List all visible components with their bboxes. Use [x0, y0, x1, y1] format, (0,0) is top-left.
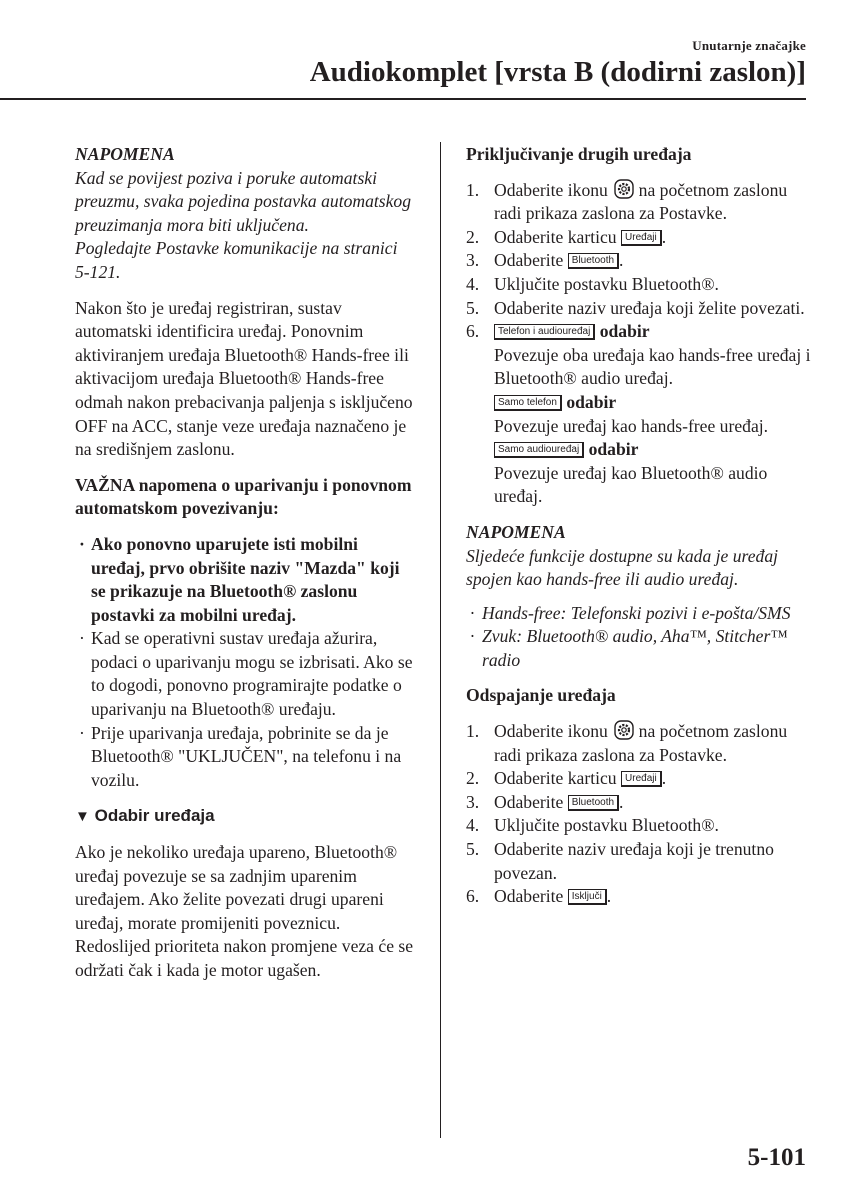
column-divider	[440, 142, 441, 1138]
list-item: 4. Uključite postavku Bluetooth®.	[466, 273, 719, 294]
list-item: 6. Telefon i audiouređaj odabir	[466, 321, 650, 342]
list-item: 5. Odaberite naziv uređaja koji je trenutno povezan.	[466, 839, 774, 883]
list-item: 2. Odaberite karticu Uređaji .	[466, 226, 667, 247]
option-description: Povezuje uređaj kao Bluetooth® audio uređaj.	[494, 462, 768, 507]
devices-tab-button: Uređaji	[621, 771, 662, 787]
list-item: 2. Odaberite karticu Uređaji .	[466, 768, 667, 789]
header-rule	[0, 98, 806, 100]
note-text: Kad se povijest poziva i poruke automatski preuzmu, svaka pojedina postavka automatskog preuzimanja mora biti uključena.	[75, 167, 412, 235]
list-item: 1. Odaberite ikonu na početnom zaslonu radi prikaza zaslona za Postavke.	[466, 179, 788, 224]
note-title: NAPOMENA	[75, 144, 175, 164]
paragraph-device-selection: Ako je nekoliko uređaja upareno, Bluetooth® uređaj povezuje se sa zadnjim uparenim uređajem. Ako želite povezati drugi upareni uređaj, morate promijeniti poveznicu. Redoslijed prioriteta nakon promjene veza će se održati čak i kada je motor ugašen.	[75, 842, 414, 980]
settings-gear-icon	[614, 720, 634, 740]
settings-gear-icon	[614, 179, 634, 199]
triangle-marker-icon: ▼	[75, 808, 90, 826]
list-item: · Ako ponovno uparujete isti mobilni uređaj, prvo obrišite naziv "Mazda" koji se prikazuje na Bluetooth® zaslonu postavki za mobilni uređaj.	[79, 533, 400, 625]
option-description: Povezuje uređaj kao hands-free uređaj.	[494, 415, 769, 436]
list-item: 3. Odaberite Bluetooth .	[466, 791, 624, 812]
note-text: Sljedeće funkcije dostupne su kada je uređaj spojen kao hands-free ili audio uređaj.	[466, 545, 779, 590]
page-number: 5-101	[747, 1144, 806, 1171]
list-item: · Hands-free: Telefonski pozivi i e-pošta/SMS	[470, 602, 791, 623]
section-label: Unutarnje značajke	[692, 38, 806, 53]
devices-tab-button: Uređaji	[621, 230, 662, 246]
section-heading: ▼ Odabir uređaja	[75, 806, 215, 826]
bluetooth-button: Bluetooth	[568, 795, 619, 811]
phone-and-audio-button: Telefon i audiouređaj	[494, 324, 595, 340]
phone-only-button: Samo telefon	[494, 395, 562, 411]
left-column	[75, 143, 415, 983]
list-item: · Kad se operativni sustav uređaja ažurira, podaci o uparivanju mogu se izbrisati. Ako se to dogodi, ponovno programirajte podatke o uparivanju na Bluetooth® uređaju.	[79, 628, 413, 720]
audio-only-button: Samo audiouređaj	[494, 442, 584, 458]
page-title: Audiokomplet [vrsta B (dodirni zaslon)]	[309, 56, 806, 88]
connect-heading: Priključivanje drugih uređaja	[466, 144, 692, 164]
list-item: · Prije uparivanja uređaja, pobrinite se da je Bluetooth® "UKLJUČEN", na telefonu i na vozilu.	[79, 722, 402, 790]
note-reference: Pogledajte Postavke komunikacije na stranici 5-121.	[75, 238, 398, 282]
note-title: NAPOMENA	[466, 521, 566, 542]
list-item: · Zvuk: Bluetooth® audio, Aha™, Stitcher™ radio	[470, 626, 788, 670]
option-description: Povezuje oba uređaja kao hands-free uređaj i Bluetooth® audio uređaj.	[494, 344, 811, 389]
disconnect-button: Isključi	[568, 889, 607, 905]
list-item: 4. Uključite postavku Bluetooth®.	[466, 815, 719, 836]
list-item: 6. Odaberite Isključi .	[466, 886, 612, 907]
list-item: 1. Odaberite ikonu na početnom zaslonu radi prikaza zaslona za Postavke.	[466, 721, 788, 765]
option-row: Samo telefon odabir	[466, 391, 811, 415]
important-heading: VAŽNA napomena o uparivanju i ponovnom automatskom povezivanju:	[75, 474, 412, 519]
right-column	[466, 143, 811, 909]
bluetooth-button: Bluetooth	[568, 253, 619, 269]
option-row: Samo audiouređaj odabir	[466, 438, 811, 462]
disconnect-heading: Odspajanje uređaja	[466, 685, 616, 706]
paragraph-registration: Nakon što je uređaj registriran, sustav automatski identificira uređaj. Ponovnim aktiviranjem uređaja Bluetooth® Hands-free ili aktivacijom uređaja Bluetooth® Hands-free odmah nakon prebacivanja paljenja s isključeno OFF na ACC, stanje veze uređaja naznačeno je na središnjem zaslonu.	[75, 297, 413, 460]
list-item: 5. Odaberite naziv uređaja koji želite povezati.	[466, 297, 805, 318]
list-item: 3. Odaberite Bluetooth .	[466, 250, 624, 271]
